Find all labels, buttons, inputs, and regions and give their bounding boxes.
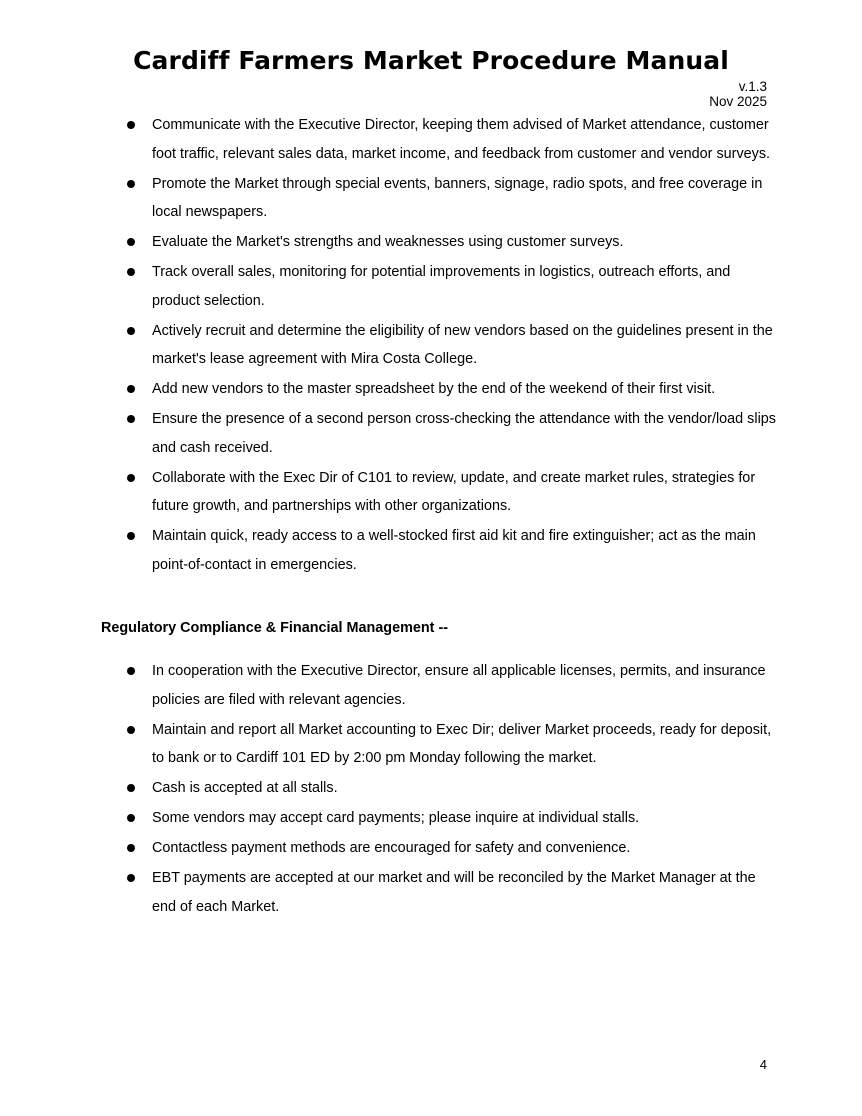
list-item — [126, 804, 776, 833]
list-item — [126, 716, 776, 773]
bullet-icon — [127, 874, 135, 882]
list-item-text: EBT payments are accepted at our market and will be reconciled by the Market Manager at the end of each Market. — [152, 870, 756, 915]
list-item-text: Ensure the presence of a second person cross-checking the attendance with the vendor/load slips and cash received. — [152, 411, 776, 456]
bullet-icon — [127, 667, 135, 675]
bullet-icon — [127, 844, 135, 852]
list-item-text: Some vendors may accept card payments; please inquire at individual stalls. — [152, 810, 640, 826]
list-item-text: Add new vendors to the master spreadsheet by the end of the weekend of their first visit. — [152, 381, 716, 397]
list-item — [126, 657, 776, 714]
bullet-icon — [127, 784, 135, 792]
bullet-icon — [127, 814, 135, 822]
list-item — [126, 375, 776, 404]
page-number: 4 — [759, 1057, 767, 1072]
list-item-text: Collaborate with the Exec Dir of C101 to review, update, and create market rules, strategies for future growth, and partnerships with other organizations. — [152, 469, 756, 514]
list-item — [126, 228, 776, 257]
bullet-icon — [127, 385, 135, 393]
compliance-list — [126, 657, 776, 923]
list-item-text: Cash is accepted at all stalls. — [152, 780, 338, 796]
list-item-text: Communicate with the Executive Director, keeping them advised of Market attendance, customer foot traffic, relevant sales data, market income, and feedback from customer and vendor surveys. — [152, 117, 771, 162]
list-item — [126, 522, 776, 579]
list-item-text: Promote the Market through special events, banners, signage, radio spots, and free coverage in local newspapers. — [152, 175, 763, 220]
bullet-icon — [127, 268, 135, 276]
bullet-icon — [127, 474, 135, 482]
list-item — [126, 405, 776, 462]
list-item — [126, 258, 776, 315]
bullet-icon — [127, 238, 135, 246]
bullet-icon — [127, 415, 135, 423]
responsibilities-list — [126, 111, 776, 581]
list-item — [126, 464, 776, 521]
list-item — [126, 864, 776, 921]
list-item-text: Evaluate the Market's strengths and weaknesses using customer surveys. — [152, 234, 624, 250]
list-item — [126, 170, 776, 227]
list-item — [126, 317, 776, 374]
version-label: v.1.3 — [738, 79, 767, 94]
list-item-text: Maintain and report all Market accounting to Exec Dir; deliver Market proceeds, ready for deposit, to bank or to Cardiff 101 ED by 2:00 pm Monday following the market. — [152, 721, 772, 766]
revision-date: Nov 2025 — [709, 94, 767, 109]
list-item-text: In cooperation with the Executive Director, ensure all applicable licenses, permits, and insurance policies are filed with relevant agencies. — [152, 663, 766, 708]
list-item-text: Actively recruit and determine the eligibility of new vendors based on the guidelines present in the market's lease agreement with Mira Costa College. — [152, 322, 773, 367]
bullet-icon — [127, 121, 135, 129]
bullet-icon — [127, 327, 135, 335]
list-item — [126, 111, 776, 168]
list-item — [126, 774, 776, 803]
version-info — [709, 79, 767, 109]
bullet-icon — [127, 532, 135, 540]
section-heading: Regulatory Compliance & Financial Management -- — [101, 620, 449, 636]
document-title: Cardiff Farmers Market Procedure Manual — [133, 46, 729, 75]
list-item-text: Contactless payment methods are encouraged for safety and convenience. — [152, 840, 631, 856]
list-item-text: Track overall sales, monitoring for potential improvements in logistics, outreach efforts, and product selection. — [152, 264, 731, 309]
bullet-icon — [127, 726, 135, 734]
list-item — [126, 834, 776, 863]
bullet-icon — [127, 180, 135, 188]
list-item-text: Maintain quick, ready access to a well-stocked first aid kit and fire extinguisher; act as the main point-of-contact in emergencies. — [152, 528, 756, 573]
